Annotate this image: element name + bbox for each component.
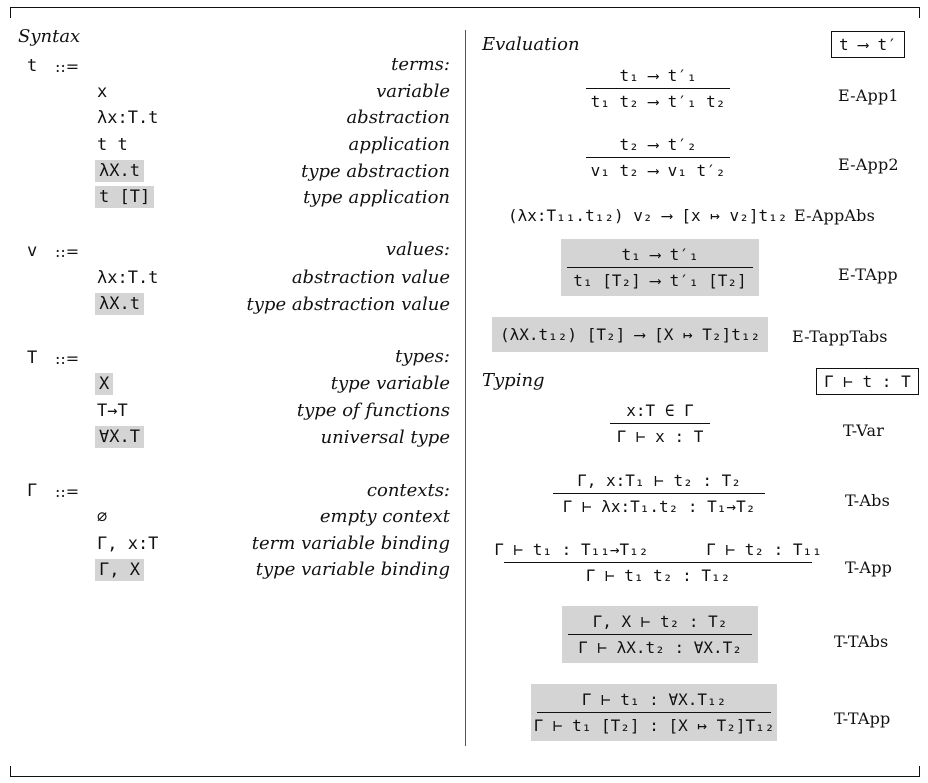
types-symbol: T [27,348,38,368]
t-abs-conclusion: Γ ⊢ λx:T₁.t₂ : T₁→T₂ [562,497,756,517]
type-function-form: T→T [97,401,128,421]
rule-e-app2 [586,135,730,180]
t-var-name: T-Var [843,421,885,440]
context-term-binding-desc: term variable binding [251,533,450,554]
t-var-bar [610,423,710,424]
evaluation-judgment-box: t ⟶ t′ [831,31,905,58]
values-symbol: v [27,241,38,261]
contexts-ceq: ::= [55,482,80,501]
term-variable-form: x [97,82,108,102]
t-app-conclusion: Γ ⊢ t₁ t₂ : T₁₂ [585,566,731,586]
frame-bottom-bracket [10,766,920,777]
term-application-form: t t [97,135,128,155]
contexts-category: contexts: [366,480,450,501]
type-universal-desc: universal type [320,427,450,448]
t-abs-premise: Γ, x:T₁ ⊢ t₂ : T₂ [577,471,741,490]
types-category: types: [395,346,450,367]
context-empty-form: ∅ [97,507,108,527]
typing-judgment-box: Γ ⊢ t : T [816,368,919,395]
e-app2-name: E-App2 [838,155,899,174]
value-abstraction-desc: abstraction value [291,267,450,288]
term-abstraction-form: λx:T.t [97,108,159,128]
t-abs-name: T-Abs [845,491,891,510]
term-variable-desc: variable [376,81,450,102]
typing-heading: Typing [482,370,545,391]
terms-symbol: t [27,56,38,76]
e-app2-conclusion: v₁ t₂ ⟶ v₁ t′₂ [590,161,726,181]
e-app1-bar [586,88,730,89]
term-type-abstraction-desc: type abstraction [301,161,450,182]
e-tapptabs-axiom: (λX.t₁₂) [T₂] ⟶ [X ↦ T₂]t₁₂ [492,317,768,352]
e-appabs-name: E-AppAbs [794,206,876,225]
e-app1-premise: t₁ ⟶ t′₁ [619,66,697,85]
e-tapp-name: E-TApp [838,265,898,284]
evaluation-heading: Evaluation [482,34,580,55]
t-app-premise: Γ ⊢ t₁ : T₁₁→T₁₂ Γ ⊢ t₂ : T₁₁ [494,540,822,559]
t-tabs-premise: Γ, X ⊢ t₂ : T₂ [592,612,728,631]
t-tapp-bar [537,712,771,713]
terms-category: terms: [391,54,450,75]
e-app1-name: E-App1 [838,86,899,105]
column-divider [465,30,466,746]
context-type-binding-form: Γ, X [95,559,144,581]
rule-e-app1 [586,66,730,111]
type-universal-form: ∀X.T [95,426,144,448]
rule-t-var [610,401,710,446]
e-tapp-premise: t₁ ⟶ t′₁ [621,245,699,264]
t-tabs-conclusion: Γ ⊢ λX.t₂ : ∀X.T₂ [578,638,742,658]
t-tapp-name: T-TApp [834,709,891,728]
value-type-abstraction-form: λX.t [95,293,144,315]
t-tabs-bar [568,634,752,635]
types-ceq: ::= [55,349,80,368]
t-tapp-premise: Γ ⊢ t₁ : ∀X.T₁₂ [581,690,727,709]
t-tabs-name: T-TAbs [834,632,889,651]
e-tapp-conclusion: t₁ [T₂] ⟶ t′₁ [T₂] [573,271,747,291]
syntax-heading: Syntax [18,26,81,47]
rule-t-app [494,540,822,586]
e-appabs-axiom: (λx:T₁₁.t₁₂) v₂ ⟶ [x ↦ v₂]t₁₂ [508,206,788,225]
e-tapptabs-name: E-TappTabs [792,327,888,346]
e-app2-bar [586,157,730,158]
type-variable-desc: type variable [330,373,450,394]
t-app-bar [504,562,812,563]
frame-top-bracket [10,7,920,18]
context-term-binding-form: Γ, x:T [97,534,159,554]
value-type-abstraction-desc: type abstraction value [246,294,450,315]
t-var-conclusion: Γ ⊢ x : T [616,427,704,447]
rule-t-tapp [531,684,777,741]
context-type-binding-desc: type variable binding [255,559,450,580]
t-app-name: T-App [845,558,893,577]
e-tapp-bar [567,267,753,268]
rule-t-tabs [562,606,758,663]
type-variable-form: X [95,373,113,395]
terms-ceq: ::= [55,57,80,76]
t-tapp-conclusion: Γ ⊢ t₁ [T₂] : [X ↦ T₂]T₁₂ [533,716,775,736]
t-abs-bar [553,493,765,494]
term-type-application-form: t [T] [95,186,154,208]
type-function-desc: type of functions [296,400,450,421]
context-empty-desc: empty context [319,506,450,527]
values-ceq: ::= [55,242,80,261]
e-app2-premise: t₂ ⟶ t′₂ [619,135,697,154]
term-type-application-desc: type application [303,187,450,208]
rule-e-tapp [561,239,759,296]
term-application-desc: application [348,134,450,155]
term-abstraction-desc: abstraction [346,107,450,128]
value-abstraction-form: λx:T.t [97,268,159,288]
contexts-symbol: Γ [27,481,38,501]
e-app1-conclusion: t₁ t₂ ⟶ t′₁ t₂ [590,92,726,112]
rule-t-abs [553,471,765,516]
t-var-premise: x:T ∈ Γ [626,401,694,420]
values-category: values: [385,239,450,260]
term-type-abstraction-form: λX.t [95,160,144,182]
